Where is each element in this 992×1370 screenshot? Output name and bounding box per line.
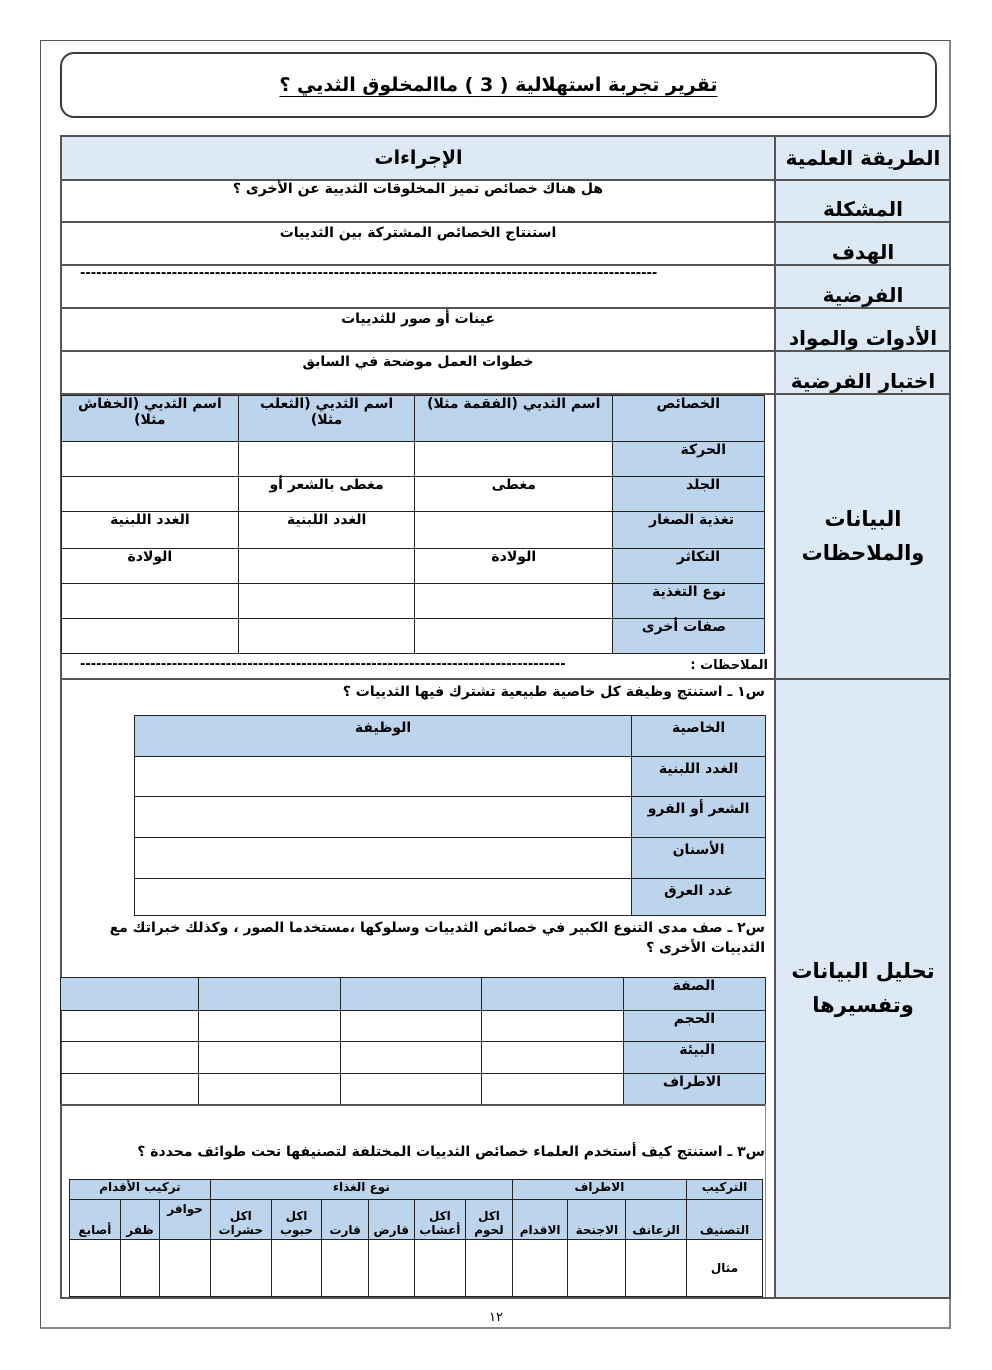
diversity-cell[interactable] (482, 978, 624, 1011)
diversity-cell[interactable] (482, 1074, 624, 1106)
function-row-label: الشعر أو الفرو (632, 797, 766, 838)
diversity-cell[interactable] (198, 1011, 340, 1042)
obs-cell[interactable]: مغطى (415, 477, 613, 512)
obs-row-label: نوع التغذية (613, 584, 765, 619)
sub-header-hooves: حوافر (160, 1200, 211, 1240)
obs-cell[interactable] (415, 584, 613, 619)
obs-row-label: التكاثر (613, 549, 765, 584)
obs-cell[interactable] (62, 619, 239, 654)
classification-cell[interactable] (70, 1240, 121, 1297)
obs-cell[interactable] (238, 549, 415, 584)
classification-cell[interactable] (160, 1240, 211, 1297)
function-header-function: الوظيفة (135, 716, 632, 757)
diversity-cell[interactable] (340, 978, 482, 1011)
diversity-cell[interactable] (61, 1042, 199, 1074)
sub-header-claw: ظفر (120, 1200, 160, 1240)
obs-cell[interactable] (62, 477, 239, 512)
diversity-row-label: البيئة (624, 1042, 766, 1074)
obs-cell[interactable]: الولادة (415, 549, 613, 584)
question-1: س١ ـ استنتج وظيفة كل خاصية طبيعية تشترك فيها الثدييات ؟ (342, 684, 765, 700)
q2-bottom-divider (60, 1104, 766, 1106)
document-title: تقرير تجربة استهلالية ( 3 ) ماالمخلوق الثديي ؟ (279, 74, 718, 96)
function-answer-cell[interactable] (135, 797, 632, 838)
classification-cell[interactable] (512, 1240, 568, 1297)
diversity-row-label: الاطراف (624, 1074, 766, 1106)
diversity-cell[interactable] (61, 1074, 199, 1106)
sub-header-insect-eater: اكل حشرات (210, 1200, 271, 1240)
q3-right-divider (765, 1104, 766, 1297)
function-answer-cell[interactable] (135, 838, 632, 879)
procedures-header: الإجراءات (374, 146, 463, 169)
title-box (60, 52, 937, 118)
obs-cell[interactable] (238, 442, 415, 477)
diversity-cell[interactable] (340, 1011, 482, 1042)
analysis-line1: تحليل البيانات (791, 958, 935, 983)
example-row-label: مثال (687, 1240, 763, 1297)
question-2: س٢ ـ صف مدى التنوع الكبير في خصائص الثدييات وسلوكها ،مستخدما الصور ، وكذلك خبراتك مع الثدييات الأخرى ؟ (109, 920, 765, 956)
obs-cell[interactable]: الولادة (62, 549, 239, 584)
obs-cell[interactable] (415, 512, 613, 549)
classification-table (69, 1179, 763, 1297)
function-row-label: الأسنان (632, 838, 766, 879)
sub-header-grain-eater: اكل حبوب (271, 1200, 322, 1240)
obs-cell[interactable] (238, 584, 415, 619)
diversity-row-label: الحجم (624, 1011, 766, 1042)
diversity-cell[interactable] (482, 1011, 624, 1042)
function-row-label: غدد العرق (632, 879, 766, 916)
function-row-label: الغدد اللبنية (632, 757, 766, 797)
function-header-property: الخاصية (632, 716, 766, 757)
tools-materials-label: الأدوات والمواد (788, 325, 938, 350)
obs-cell[interactable] (238, 619, 415, 654)
diversity-cell[interactable] (61, 978, 199, 1011)
analysis-label (776, 680, 950, 1297)
tools-materials-value: عينات أو صور للثدييات (341, 311, 495, 327)
group-header-feet-structure: تركيب الأقدام (70, 1180, 211, 1200)
diversity-cell[interactable] (482, 1042, 624, 1074)
classification-cell[interactable] (210, 1240, 271, 1297)
hypothesis-blank[interactable]: ----------------------------------------------------------------------------------------------------------- (80, 266, 658, 281)
sub-header-herbivore: اكل أعشاب (414, 1200, 466, 1240)
hypothesis-test-value: خطوات العمل موضحة في السابق (302, 354, 534, 370)
data-observations-label (776, 395, 950, 678)
row-divider (60, 1297, 951, 1299)
problem-value: هل هناك خصائص تميز المخلوقات الثديية عن الأخرى ؟ (232, 181, 604, 197)
page-number: ١٢ (489, 1310, 503, 1325)
hypothesis-test-label: اختبار الفرضية (790, 368, 936, 393)
question-3: س٣ ـ استنتج كيف أستخدم العلماء خصائص الثدييات المختلفة لتصنيفها تحت طوائف محددة ؟ (137, 1144, 765, 1160)
notes-blank[interactable]: ------------------------------------------------------------------------------------------ (80, 657, 566, 672)
classification-cell[interactable] (568, 1240, 626, 1297)
problem-label: المشكلة (822, 197, 904, 221)
obs-cell[interactable]: مغطى بالشعر أو (238, 477, 415, 512)
data-observations-line1: البيانات (824, 506, 902, 531)
classification-cell[interactable] (271, 1240, 322, 1297)
obs-cell[interactable]: الغدد اللبنية (62, 512, 239, 549)
sub-header-classification: التصنيف (687, 1200, 763, 1240)
sub-header-feet: الاقدام (512, 1200, 568, 1240)
diversity-row-label: الصفة (624, 978, 766, 1011)
classification-cell[interactable] (120, 1240, 160, 1297)
obs-header-seal: اسم الثديي (الفقمة مثلا) (415, 396, 613, 442)
diversity-cell[interactable] (340, 1042, 482, 1074)
function-answer-cell[interactable] (135, 879, 632, 916)
obs-cell[interactable] (62, 584, 239, 619)
classification-cell[interactable] (626, 1240, 687, 1297)
diversity-cell[interactable] (198, 978, 340, 1011)
obs-cell[interactable] (62, 442, 239, 477)
goal-label: الهدف (831, 239, 895, 264)
hypothesis-label: الفرضية (822, 282, 904, 307)
classification-cell[interactable] (414, 1240, 466, 1297)
analysis-line2: وتفسيرها (812, 992, 914, 1017)
obs-row-label: الحركة (613, 442, 765, 477)
obs-cell[interactable] (415, 619, 613, 654)
sub-header-meat-eater: اكل لحوم (466, 1200, 513, 1240)
classification-cell[interactable] (322, 1240, 369, 1297)
scientific-method-header: الطريقة العلمية (785, 146, 941, 170)
function-answer-cell[interactable] (135, 757, 632, 797)
observations-table (61, 395, 765, 654)
classification-cell[interactable] (466, 1240, 513, 1297)
obs-header-fox: اسم الثديي (الثعلب مثلا) (238, 396, 415, 442)
sub-header-omnivore: قارت (322, 1200, 369, 1240)
diversity-cell[interactable] (340, 1074, 482, 1106)
obs-header-property: الخصائص (613, 396, 765, 442)
sub-header-rodent: قارض (368, 1200, 414, 1240)
sub-header-fingers: أصابع (70, 1200, 121, 1240)
classification-cell[interactable] (368, 1240, 414, 1297)
diversity-table (60, 977, 766, 1106)
group-header-food-type: نوع الغذاء (210, 1180, 512, 1200)
diversity-cell[interactable] (61, 1011, 199, 1042)
group-header-structure: التركيب (687, 1180, 763, 1200)
notes-label: الملاحظات : (690, 658, 768, 673)
obs-cell[interactable] (415, 442, 613, 477)
diversity-cell[interactable] (198, 1042, 340, 1074)
sub-header-wings: الاجنحة (568, 1200, 626, 1240)
obs-row-label: صفات أخرى (613, 619, 765, 654)
group-header-limbs: الاطراف (512, 1180, 686, 1200)
obs-row-label: تغذية الصغار (613, 512, 765, 549)
goal-value: استنتاج الخصائص المشتركة بين الثدييات (279, 225, 557, 241)
data-observations-line2: والملاحظات (801, 540, 925, 565)
obs-header-bat: اسم الثديي (الخفاش مثلا) (62, 396, 239, 442)
obs-cell[interactable]: الغدد اللبنية (238, 512, 415, 549)
sub-header-fins: الزعانف (626, 1200, 687, 1240)
obs-row-label: الجلد (613, 477, 765, 512)
function-table (134, 715, 766, 916)
diversity-cell[interactable] (198, 1074, 340, 1106)
